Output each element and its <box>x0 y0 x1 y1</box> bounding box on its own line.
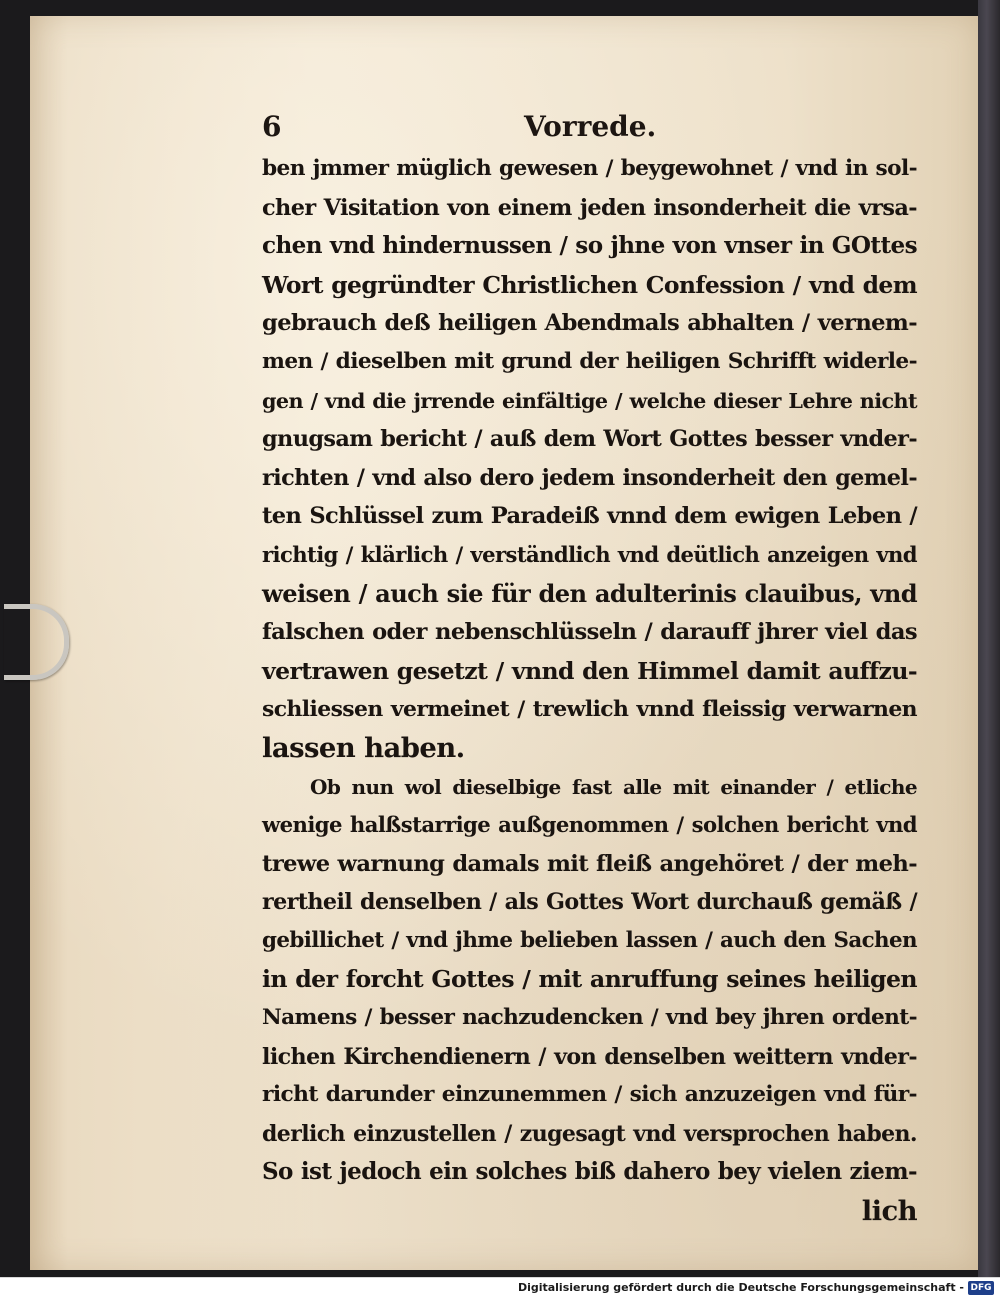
text-line: Ob nun wol dieselbige fast alle mit einander / etliche <box>310 774 917 799</box>
text-line: chen vnd hindernussen / so jhne von vnser in GOttes <box>262 232 917 260</box>
text-line: gnugsam bericht / auß dem Wort Gottes besser vnder- <box>262 426 917 453</box>
text-line: ten Schlüssel zum Paradeiß vnnd dem ewigen Leben / <box>262 503 917 530</box>
text-line: men / dieselben mit grund der heiligen Schrifft widerle- <box>262 348 917 374</box>
text-line: cher Visitation von einem jeden insonderheit die vrsa- <box>262 194 917 221</box>
text-line: trewe warnung damals mit fleiß angehöret / der meh- <box>262 850 917 877</box>
text-line: So ist jedoch ein solches biß dahero bey vielen ziem- <box>262 1158 917 1186</box>
text-line: rertheil denselben / als Gottes Wort durchauß gemäß / <box>262 889 917 916</box>
text-line: falschen oder nebenschlüsseln / darauff jhrer viel das <box>262 619 917 646</box>
text-line: Wort gegründter Christlichen Confession / vnd dem <box>262 270 917 299</box>
text-line: richten / vnd also dero jedem insonderheit den gemel- <box>262 464 917 491</box>
text-line: derlich einzustellen / zugesagt vnd versprochen haben. <box>262 1120 917 1147</box>
text-line: vertrawen gesetzt / vnnd den Himmel damit auffzu- <box>262 656 917 685</box>
page-clip <box>4 604 69 680</box>
text-line: wenige halßstarrige außgenommen / solchen bericht vnd <box>262 812 917 838</box>
text-line: gebillichet / vnd jhme belieben lassen / auch den Sachen <box>262 927 917 953</box>
text-line: lichen Kirchendienern / von denselben weittern vnder- <box>262 1043 917 1070</box>
text-line: weisen / auch sie für den adulterinis clauibus, vnd <box>262 578 917 608</box>
text-line: richtig / klärlich / verständlich vnd deütlich anzeigen vnd <box>262 541 917 567</box>
text-line: ben jmmer müglich gewesen / beygewohnet / vnd in sol- <box>262 156 917 181</box>
book-edge <box>978 0 1000 1277</box>
text-line: richt darunder einzunemmen / sich anzuzeigen vnd für- <box>262 1082 917 1108</box>
page-header <box>262 110 912 146</box>
text-line: schliessen vermeinet / trewlich vnnd fleissig verwarnen <box>262 696 917 723</box>
dfg-logo: DFG <box>968 1281 994 1295</box>
viewer-footer <box>0 1277 1000 1299</box>
text-line: lich <box>861 1195 917 1228</box>
dfg-credit: Digitalisierung gefördert durch die Deutsche Forschungsgemeinschaft - <box>517 1281 964 1294</box>
running-head: Vorrede. <box>524 110 657 143</box>
text-line: Namens / besser nachzudencken / vnd bey jhren ordent- <box>262 1005 917 1031</box>
text-line: gen / vnd die jrrende einfältige / welche dieser Lehre nicht <box>262 388 917 413</box>
text-line: in der forcht Gottes / mit anruffung seines heiligen <box>262 965 917 994</box>
body-text <box>262 150 917 1231</box>
text-line: gebrauch deß heiligen Abendmals abhalten / vernem- <box>262 310 917 337</box>
page-number: 6 <box>262 110 282 143</box>
text-line: lassen haben. <box>262 731 465 764</box>
